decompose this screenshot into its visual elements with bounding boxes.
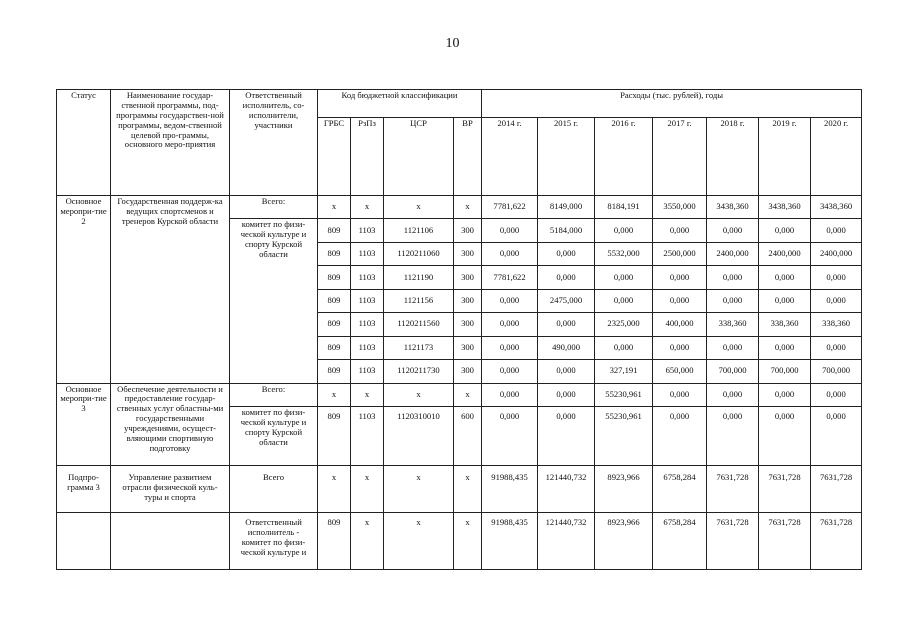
value-cell: 0,000 — [759, 406, 811, 465]
value-cell: 0,000 — [538, 406, 595, 465]
vr-cell: 300 — [454, 242, 482, 265]
value-cell: 3438,360 — [707, 196, 759, 219]
csr-cell: 1121106 — [384, 219, 454, 242]
grbs-cell: 809 — [318, 336, 351, 359]
grbs-cell: 809 — [318, 313, 351, 336]
header-executor: Ответственный исполнитель, со-исполнители, участники — [230, 90, 318, 196]
value-cell: 5184,000 — [538, 219, 595, 242]
grbs-cell: x — [318, 196, 351, 219]
value-cell: 0,000 — [482, 289, 538, 312]
value-cell: 3438,360 — [759, 196, 811, 219]
header-vr: ВР — [454, 118, 482, 196]
value-cell: 0,000 — [595, 266, 653, 289]
value-cell: 0,000 — [482, 313, 538, 336]
vr-cell: 300 — [454, 360, 482, 383]
table-row — [57, 512, 862, 569]
header-rzpz: РзПз — [351, 118, 384, 196]
value-cell: 0,000 — [707, 219, 759, 242]
vr-cell: x — [454, 196, 482, 219]
value-cell: 0,000 — [759, 289, 811, 312]
grbs-cell: 809 — [318, 289, 351, 312]
value-cell: 3550,000 — [653, 196, 707, 219]
value-cell: 6758,284 — [653, 466, 707, 513]
rzpz-cell: 1103 — [351, 242, 384, 265]
value-cell: 7631,728 — [811, 512, 862, 569]
executor-cell: Всего: — [230, 196, 318, 219]
value-cell: 0,000 — [811, 219, 862, 242]
grbs-cell: 809 — [318, 266, 351, 289]
value-cell: 5532,000 — [595, 242, 653, 265]
value-cell: 3438,360 — [811, 196, 862, 219]
rzpz-cell: 1103 — [351, 219, 384, 242]
table-row — [57, 383, 862, 406]
header-csr: ЦСР — [384, 118, 454, 196]
vr-cell: 300 — [454, 289, 482, 312]
name-cell: Обеспечение деятельности и предоставление государ-ственных услуг областны-ми государственными учреждениями, осущест-вляющими спортивную подготовку — [111, 383, 230, 466]
vr-cell: 300 — [454, 266, 482, 289]
value-cell: 0,000 — [811, 383, 862, 406]
value-cell: 8149,000 — [538, 196, 595, 219]
value-cell: 0,000 — [482, 336, 538, 359]
budget-table — [56, 89, 862, 570]
rzpz-cell: 1103 — [351, 406, 384, 465]
name-cell: Государственная поддерж-ка ведущих спортсменов и тренеров Курской области — [111, 196, 230, 384]
value-cell: 700,000 — [707, 360, 759, 383]
executor-cell — [230, 512, 318, 569]
vr-cell: x — [454, 512, 482, 569]
status-cell: Подпро-грамма 3 — [57, 466, 111, 513]
value-cell: 0,000 — [707, 266, 759, 289]
value-cell: 91988,435 — [482, 512, 538, 569]
value-cell: 0,000 — [482, 406, 538, 465]
table-row — [57, 196, 862, 219]
executor-cell: комитет по физи-ческой культуре и спорту Курской области — [230, 219, 318, 383]
executor-cell: Всего: — [230, 383, 318, 406]
executor-text: Ответственный исполнитель - комитет по физи-ческой культуре и — [240, 517, 307, 557]
header-year-2015: 2015 г. — [538, 118, 595, 196]
value-cell: 0,000 — [811, 406, 862, 465]
value-cell: 0,000 — [707, 336, 759, 359]
header-year-2014: 2014 г. — [482, 118, 538, 196]
executor-cell: комитет по физи-ческой культуре и спорту Курской области — [230, 406, 318, 465]
value-cell: 0,000 — [811, 289, 862, 312]
grbs-cell: 809 — [318, 406, 351, 465]
value-cell: 338,360 — [811, 313, 862, 336]
value-cell: 55230,961 — [595, 406, 653, 465]
header-year-2019: 2019 г. — [759, 118, 811, 196]
value-cell: 700,000 — [811, 360, 862, 383]
rzpz-cell: x — [351, 512, 384, 569]
value-cell: 0,000 — [482, 219, 538, 242]
value-cell: 0,000 — [653, 336, 707, 359]
value-cell: 0,000 — [707, 406, 759, 465]
value-cell: 0,000 — [482, 242, 538, 265]
rzpz-cell: x — [351, 196, 384, 219]
value-cell: 0,000 — [653, 289, 707, 312]
value-cell: 0,000 — [653, 219, 707, 242]
csr-cell: 1121156 — [384, 289, 454, 312]
vr-cell: 300 — [454, 336, 482, 359]
header-status: Статус — [57, 90, 111, 196]
value-cell: 55230,961 — [595, 383, 653, 406]
value-cell: 0,000 — [538, 266, 595, 289]
value-cell: 0,000 — [538, 313, 595, 336]
csr-cell: 1120211060 — [384, 242, 454, 265]
csr-cell: 1120310010 — [384, 406, 454, 465]
value-cell: 0,000 — [811, 266, 862, 289]
value-cell: 2475,000 — [538, 289, 595, 312]
value-cell: 2400,000 — [759, 242, 811, 265]
grbs-cell: 809 — [318, 360, 351, 383]
csr-cell: x — [384, 383, 454, 406]
status-cell-empty — [57, 512, 111, 569]
header-expenses: Расходы (тыс. рублей), годы — [482, 90, 862, 118]
status-cell: Основное меропри-тие 3 — [57, 383, 111, 466]
value-cell: 0,000 — [707, 289, 759, 312]
grbs-cell: x — [318, 383, 351, 406]
page-number: 10 — [445, 36, 460, 51]
csr-cell: 1121173 — [384, 336, 454, 359]
name-cell-empty — [111, 512, 230, 569]
value-cell: 0,000 — [538, 242, 595, 265]
value-cell: 0,000 — [482, 360, 538, 383]
csr-cell: x — [384, 196, 454, 219]
value-cell: 7631,728 — [707, 512, 759, 569]
rzpz-cell: 1103 — [351, 360, 384, 383]
value-cell: 0,000 — [538, 383, 595, 406]
value-cell: 2500,000 — [653, 242, 707, 265]
value-cell: 650,000 — [653, 360, 707, 383]
value-cell: 121440,732 — [538, 466, 595, 513]
vr-cell: x — [454, 383, 482, 406]
value-cell: 7631,728 — [759, 466, 811, 513]
value-cell: 7631,728 — [759, 512, 811, 569]
grbs-cell: x — [318, 466, 351, 513]
value-cell: 2400,000 — [707, 242, 759, 265]
rzpz-cell: 1103 — [351, 313, 384, 336]
value-cell: 7781,622 — [482, 266, 538, 289]
vr-cell: 600 — [454, 406, 482, 465]
value-cell: 338,360 — [707, 313, 759, 336]
value-cell: 0,000 — [759, 266, 811, 289]
value-cell: 0,000 — [653, 383, 707, 406]
value-cell: 8923,966 — [595, 512, 653, 569]
value-cell: 8184,191 — [595, 196, 653, 219]
value-cell: 7631,728 — [707, 466, 759, 513]
value-cell: 0,000 — [759, 383, 811, 406]
status-cell: Основное меропри-тие 2 — [57, 196, 111, 384]
value-cell: 8923,966 — [595, 466, 653, 513]
value-cell: 2325,000 — [595, 313, 653, 336]
value-cell: 7631,728 — [811, 466, 862, 513]
csr-cell: 1121190 — [384, 266, 454, 289]
rzpz-cell: 1103 — [351, 289, 384, 312]
value-cell: 121440,732 — [538, 512, 595, 569]
value-cell: 0,000 — [595, 219, 653, 242]
value-cell: 0,000 — [538, 360, 595, 383]
header-budget-code: Код бюджетной классификации — [318, 90, 482, 118]
grbs-cell: 809 — [318, 242, 351, 265]
value-cell: 0,000 — [482, 383, 538, 406]
header-year-2018: 2018 г. — [707, 118, 759, 196]
header-year-2020: 2020 г. — [811, 118, 862, 196]
vr-cell: 300 — [454, 313, 482, 336]
grbs-cell: 809 — [318, 219, 351, 242]
value-cell: 0,000 — [811, 336, 862, 359]
header-name: Наименование государ-ственной программы, под-программы государствен-ной программы, ведом-ственной целевой про-граммы, основного меро-приятия — [111, 90, 230, 196]
value-cell: 6758,284 — [653, 512, 707, 569]
rzpz-cell: 1103 — [351, 266, 384, 289]
value-cell: 327,191 — [595, 360, 653, 383]
value-cell: 490,000 — [538, 336, 595, 359]
value-cell: 7781,622 — [482, 196, 538, 219]
header-grbs: ГРБС — [318, 118, 351, 196]
value-cell: 0,000 — [653, 266, 707, 289]
header-year-2017: 2017 г. — [653, 118, 707, 196]
grbs-cell: 809 — [318, 512, 351, 569]
table-row — [57, 466, 862, 513]
csr-cell: 1120211730 — [384, 360, 454, 383]
header-year-2016: 2016 г. — [595, 118, 653, 196]
value-cell: 2400,000 — [811, 242, 862, 265]
value-cell: 400,000 — [653, 313, 707, 336]
csr-cell: x — [384, 466, 454, 513]
executor-cell: Всего — [230, 466, 318, 513]
value-cell: 338,360 — [759, 313, 811, 336]
value-cell: 0,000 — [707, 383, 759, 406]
value-cell: 0,000 — [595, 289, 653, 312]
vr-cell: 300 — [454, 219, 482, 242]
rzpz-cell: 1103 — [351, 336, 384, 359]
rzpz-cell: x — [351, 466, 384, 513]
vr-cell: x — [454, 466, 482, 513]
value-cell: 700,000 — [759, 360, 811, 383]
csr-cell: x — [384, 512, 454, 569]
value-cell: 0,000 — [759, 336, 811, 359]
value-cell: 91988,435 — [482, 466, 538, 513]
name-cell: Управление развитием отрасли физической куль-туры и спорта — [111, 466, 230, 513]
value-cell: 0,000 — [595, 336, 653, 359]
value-cell: 0,000 — [759, 219, 811, 242]
csr-cell: 1120211560 — [384, 313, 454, 336]
rzpz-cell: x — [351, 383, 384, 406]
value-cell: 0,000 — [653, 406, 707, 465]
